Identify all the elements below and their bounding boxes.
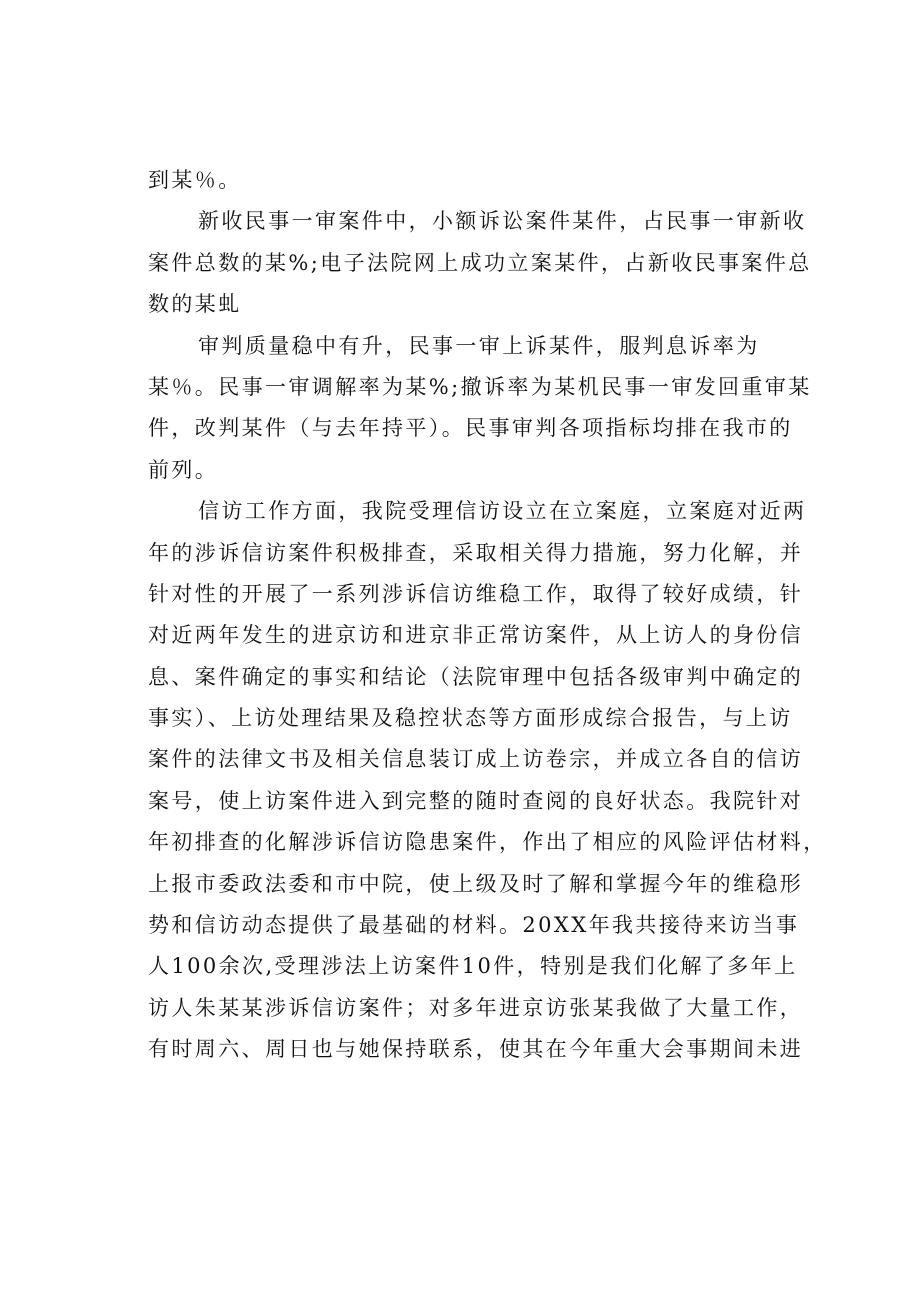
text-line: 年初排查的化解涉诉信访隐患案件，作出了相应的风险评估材料， <box>148 830 827 855</box>
text-line: 息、案件确定的事实和结论（法院审理中包括各级审判中确定的 <box>148 664 804 689</box>
text-line: 事实）、上访处理结果及稳控状态等方面形成综合报告，与上访 <box>148 706 793 731</box>
text-line: 数的某虬 <box>148 292 242 317</box>
text-line: 案件总数的某%;电子法院网上成功立案某件，占新收民事案件总 <box>148 250 812 275</box>
text-line: 件，改判某件（与去年持平）。民事审判各项指标均排在我市的 <box>148 416 793 441</box>
text-line: 某％。民事一审调解率为某%;撤诉率为某机民事一审发回重审某 <box>148 374 812 399</box>
paragraph-start-line: 审判质量稳中有升，民事一审上诉某件，服判息诉率为 <box>198 333 760 358</box>
text-line: 访人朱某某涉诉信访案件；对多年进京访张某我做了大量工作， <box>148 995 804 1020</box>
paragraph-start-line: 信访工作方面，我院受理信访设立在立案庭，立案庭对近两 <box>198 499 807 524</box>
text-line: 上报市委政法委和市中院，使上级及时了解和掌握今年的维稳形 <box>148 871 804 896</box>
document-body <box>148 160 827 1071</box>
text-line: 针对性的开展了一系列涉诉信访维稳工作，取得了较好成绩，针 <box>148 581 804 606</box>
text-line: 案号，使上访案件进入到完整的随时查阅的良好状态。我院针对 <box>148 788 804 813</box>
text-line: 人100余次,受理涉法上访案件10件，特别是我们化解了多年上 <box>148 954 798 979</box>
text-line: 势和信访动态提供了最基础的材料。20XX年我共接待来访当事 <box>148 913 800 938</box>
paragraph-start-line: 新收民事一审案件中，小额诉讼案件某件，占民事一审新收 <box>198 209 807 234</box>
text-line: 案件的法律文书及相关信息装订成上访卷宗，并成立各自的信访 <box>148 747 804 772</box>
text-line: 对近两年发生的进京访和进京非正常访案件，从上访人的身份信 <box>148 623 804 648</box>
text-line: 年的涉诉信访案件积极排查，采取相关得力措施，努力化解，并 <box>148 540 804 565</box>
text-line: 前列。 <box>148 457 219 482</box>
text-line: 有时周六、周日也与她保持联系，使其在今年重大会事期间未进 <box>148 1037 804 1062</box>
text-line: 到某％。 <box>148 168 242 192</box>
